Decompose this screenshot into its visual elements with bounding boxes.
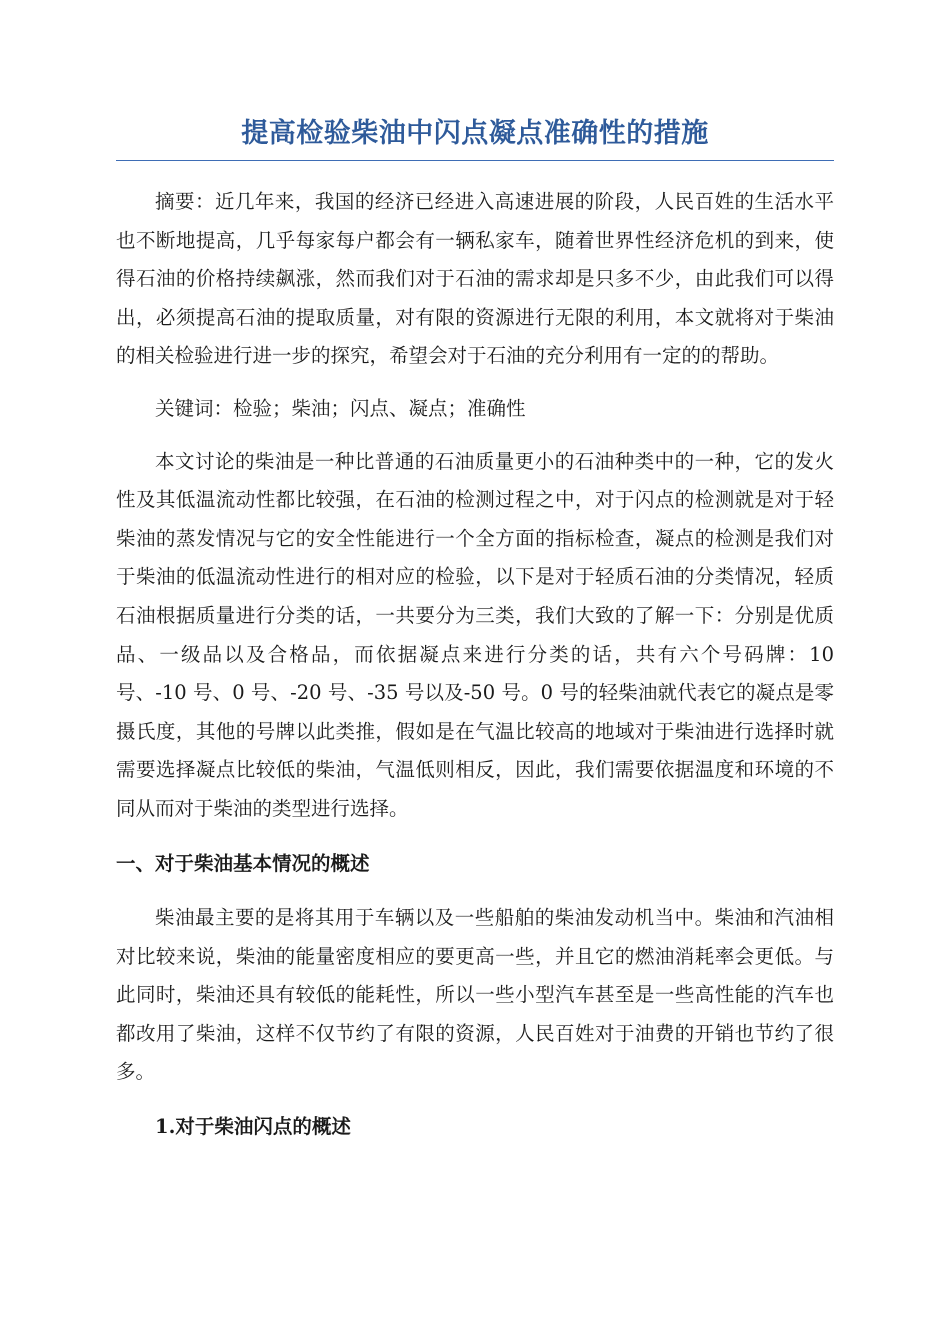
section-heading: 一、对于柴油基本情况的概述 (116, 851, 370, 875)
document-page (116, 112, 834, 1147)
subsection-heading: 1.对于柴油闪点的概述 (155, 1115, 351, 1139)
intro-paragraph: 本文讨论的柴油是一种比普通的石油质量更小的石油种类中的一种，它的发火性及其低温流动性都比较强，在石油的检测过程之中，对于闪点的检测就是对于轻柴油的蒸发情况与它的安全性能进行一个全方面的指标检查，凝点的检测是我们对于柴油的低温流动性进行的相对应的检验，以下是对于轻质石油的分类情况，轻质石油根据质量进行分类的话，一共要分为三类，我们大致的了解一下：分别是优质品、一级品以及合格品，而依据凝点来进行分类的话，共有六个号码牌：10 号、-10 号、0 号、-20 号、-35 号以及-50 号。0 号的轻柴油就代表它的凝点是零摄氏度，其他的号牌以此类推，假如是在气温比较高的地域对于柴油进行选择时就需要选择凝点比较低的柴油，气温低则相反，因此，我们需要依据温度和环境的不同从而对于柴油的类型进行选择。 (116, 449, 834, 820)
keywords-paragraph: 关键词：检验；柴油；闪点、凝点；准确性 (155, 396, 526, 420)
section-body-paragraph: 柴油最主要的是将其用于车辆以及一些船舶的柴油发动机当中。柴油和汽油相对比较来说，柴油的能量密度相应的要更高一些，并且它的燃油消耗率会更低。与此同时，柴油还具有较低的能耗性，所以一些小型汽车甚至是一些高性能的汽车也都改用了柴油，这样不仅节约了有限的资源，人民百姓对于油费的开销也节约了很多。 (116, 906, 834, 1084)
document-title: 提高检验柴油中闪点凝点准确性的措施 (116, 112, 834, 161)
abstract-paragraph: 摘要：近几年来，我国的经济已经进入高速进展的阶段，人民百姓的生活水平也不断地提高，几乎每家每户都会有一辆私家车，随着世界性经济危机的到来，使得石油的价格持续飙涨，然而我们对于石油的需求却是只多不少，由此我们可以得出，必须提高石油的提取质量，对有限的资源进行无限的利用，本文就将对于柴油的相关检验进行进一步的探究，希望会对于石油的充分利用有一定的的帮助。 (116, 190, 834, 368)
